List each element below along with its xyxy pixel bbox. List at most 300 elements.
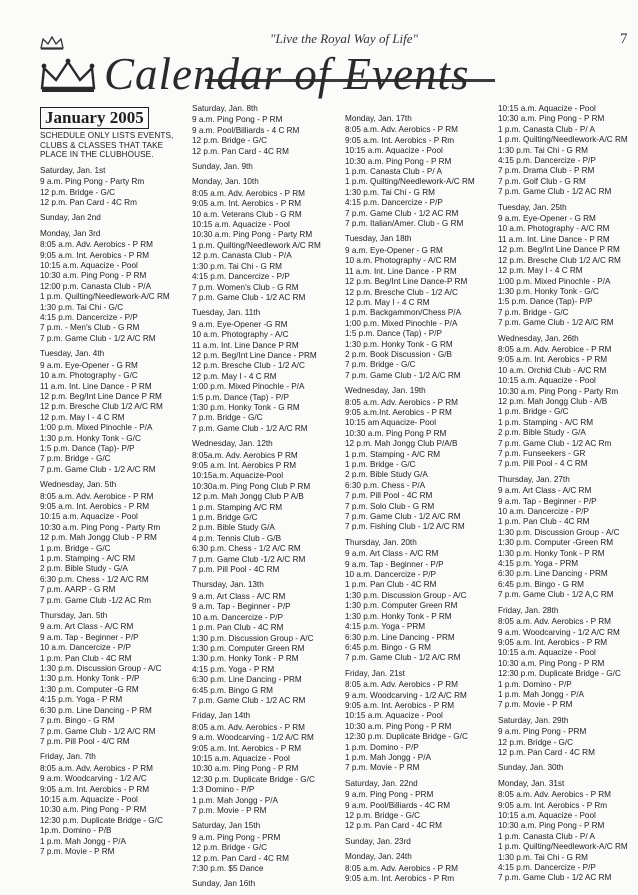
event-entry: 1 p.m. Canasta Club - P/ A <box>498 124 595 134</box>
day-block <box>192 580 321 706</box>
event-entry: 1 p.m. Quilting/Needlework-A/C RM <box>498 842 628 852</box>
event-entry: 1 p.m. Quilting/Needlework A/C RM <box>192 240 321 250</box>
day-block <box>498 763 628 773</box>
event-entry: 8:05 a.m. Adv. Aerobics - P RM <box>345 397 459 407</box>
event-entry: 7 p.m. Bridge - G/C <box>192 413 263 423</box>
event-entry: 1 p.m. Stamping A/C RM <box>192 502 283 512</box>
day-heading: Tuesday, Jan 18th <box>345 234 412 244</box>
event-entry: 8:05 a.m. Adv. Aerobics - P RM <box>345 680 459 690</box>
event-entry: 12 p.m. May I - 4 C RM <box>192 371 277 381</box>
event-entry: 9 a.m. Tap - Beginner - P/P <box>40 632 139 642</box>
day-heading: Friday, Jan. 21st <box>345 668 405 678</box>
event-entry: 7 p.m. Game Club - 1/2 A/C RM <box>345 512 461 522</box>
event-entry: 10 a.m. Photography - A/C RM <box>498 224 610 234</box>
event-entry: 10 a.m. Dancercize - P/P <box>40 643 132 653</box>
event-entry: 9 a.m. Eye-Opener -G RM <box>192 319 288 329</box>
event-entry: 1 p.m. Mah Jongg - P/A <box>40 836 127 846</box>
event-entry: 2 p.m. Bible Study - G/A <box>498 428 586 438</box>
day-heading: Saturday, Jan. 22nd <box>345 778 418 788</box>
event-entry: 1:30 p.m. Honky Tonk - G RM <box>192 402 300 412</box>
event-entry: 1:30 p.m. Honky Tonk - P RM <box>192 654 299 664</box>
event-entry: 7 p.m. Game Club - 1/2 AC RM <box>192 695 306 705</box>
day-heading: Monday, Jan. 31st <box>498 778 565 788</box>
event-entry: 12 p.m. Mah Jongg Club - A/B <box>498 396 608 406</box>
event-entry: 7 p.m. Pill Pool - 4 C RM <box>498 459 588 469</box>
event-entry: 8:05 a.m. Adv. Aerobics - P RM <box>345 125 459 135</box>
event-entry: 12 p.m. Bresche Club 1/2 A/C RM <box>40 402 163 412</box>
event-entry: 12 p.m. Bresche Club - 1/2 A/C <box>345 287 458 297</box>
event-entry: 9:05 a.m. Int. Aerobics - P RM <box>192 199 302 209</box>
event-entry: 12 p.m. Pan Card - 4C RM <box>192 146 289 156</box>
event-entry: 1 p.m. Pan Club - 4C RM <box>498 517 590 527</box>
event-entry: 10:30 a.m. Ping Pong - P RM <box>192 764 299 774</box>
event-entry: 9:05 a.m. Int. Aerobics - P RM <box>192 743 302 753</box>
day-block <box>40 480 173 606</box>
event-entry: 12:30 p.m. Duplicate Bridge - G/C <box>345 732 468 742</box>
day-heading: Sunday, Jan. 30th <box>498 763 564 773</box>
event-entry: 9:05 a.m. Int. Aerobics - P RM <box>40 250 150 260</box>
day-block <box>192 821 321 874</box>
event-entry: 7 p.m. Game Club - 1/2 AC RM <box>345 208 459 218</box>
event-entry: 1:30 p.m. Tai Chi - G RM <box>192 261 282 271</box>
event-entry: 1:30 p.m. Honky Tonk - P RM <box>498 548 605 558</box>
event-entry: 11 a.m. Int. Line Dance P RM <box>192 340 299 350</box>
event-entry: 1:5 p.m. Dance (Tap) - P/P <box>345 329 442 339</box>
event-entry: 6:45 p.m. Bingo G RM <box>192 685 273 695</box>
day-block <box>498 334 628 470</box>
event-entry: 1 p.m. Canasta Club - P/ A <box>345 167 442 177</box>
event-entry: 6:45 p.m. Bingo - G RM <box>345 642 432 652</box>
event-entry: 9 a.m. Woodcarving - 1/2 A/C RM <box>192 733 314 743</box>
event-entry: 7 p.m. Game Club - 1/2 A/C RM <box>345 653 461 663</box>
event-entry: 9:05 a.m. Int. Aerobics - P RM <box>40 784 150 794</box>
day-heading: Wednesday, Jan. 26th <box>498 333 579 343</box>
event-entry: 7 p.m. Drama Club - P RM <box>498 166 595 176</box>
day-block <box>498 606 628 711</box>
event-entry: 1 p.m. Mah Jongg - P/A <box>345 752 432 762</box>
event-entry: 10:15 a.m. Aquacize - Pool <box>345 146 443 156</box>
event-entry: 7 p.m. Game Club - 1/2 AC Rm <box>498 438 612 448</box>
event-entry: 7 p.m. Bingo - G RM <box>40 716 115 726</box>
event-entry: 2 p.m. Bible Study G/A <box>345 470 428 480</box>
event-entry: 8:05 a.m. Adv. Aerobics - P RM <box>498 617 612 627</box>
event-entry: 1 p.m. Pan Club - 4C RM <box>345 580 437 590</box>
motto: "Live the Royal Way of Life" <box>270 31 418 46</box>
event-entry: 9 a.m. Eye-Opener - G RM <box>498 214 596 224</box>
event-entry: 10 a.m. Dancercize - P/P <box>192 612 284 622</box>
event-entry: 2 p.m. Bible Study G/A <box>192 523 275 533</box>
day-heading: Saturday, Jan. 29th <box>498 715 569 725</box>
event-entry: 7 p.m. Bridge - G/C <box>40 454 111 464</box>
day-block <box>192 162 321 172</box>
event-entry: 12 p.m. Bridge - G/C <box>345 811 421 820</box>
day-heading: Saturday, Jan 15th <box>192 821 261 831</box>
event-entry: 11 a.m. Int. Line Dance - P RM <box>345 266 457 276</box>
event-entry: 12 p.m. Beg/Int Line Dance P RM <box>40 391 162 401</box>
day-block <box>498 779 628 884</box>
event-entry: 7 p.m. Funseekers - GR <box>498 449 586 458</box>
event-entry: 1 p.m. Quilting/Needlework-A/C RM <box>40 292 170 302</box>
event-entry: 12 p.m. Mah Jongg Club - P RM <box>40 533 157 543</box>
event-entry: 7 p.m. Game Club - 1/2 AC RM <box>192 292 306 302</box>
event-entry: 4:15 p.m. Yoga - P RM <box>192 664 275 674</box>
event-entry: 12 p.m. Mah Jongg Club P A/B <box>192 492 304 502</box>
event-entry: 10:15 a.m. Aquacize - Pool <box>40 794 138 804</box>
event-entry: 10:15 a.m. Aquacize - Pool <box>40 261 138 271</box>
event-entry: 12 p.m. Pan Card - 4C RM <box>498 747 595 757</box>
day-heading: Thursday, Jan. 20th <box>345 537 417 547</box>
event-entry: 9 a.m. Ping Pong - P RM <box>192 115 283 125</box>
event-entry: 10 a.m. Photography - A/C RM <box>345 256 457 266</box>
event-entry: 1:30 p.m. Honky Tonk - P RM <box>345 611 452 621</box>
event-entry: 10:30 a.m. Ping Pong - Party RM <box>192 230 313 240</box>
event-entry: 4:15 p.m. Dancercize - P/P <box>192 272 290 282</box>
event-entry: 7 p.m. Women's Club - G RM <box>192 282 299 292</box>
event-entry: 6:30 p.m. Line Dancing - P RM <box>40 705 152 715</box>
event-entry: 7 p.m. Game Club - 1/2 A/C RM <box>498 318 614 328</box>
event-entry: 7 p.m. Pill Pool - 4C RM <box>345 491 433 501</box>
event-entry: 9 a.m. Art Class - A/C RM <box>40 622 134 632</box>
event-entry: 1 p.m. Quilting/Needlework-A/C RM <box>498 135 628 145</box>
event-entry: 9:05 a.m. Int. Aerobics - P RM <box>40 501 150 511</box>
event-entry: 1:30 p.m. Discussion Group - A/C <box>192 633 314 643</box>
event-entry: 4:15 p.m. Dancercize - P/P <box>40 313 138 323</box>
event-entry: 10 a.m. Orchid Club - A/C RM <box>498 365 607 375</box>
event-entry: 12:00 p.m. Canasta Club - P/A <box>40 281 152 291</box>
event-entry: 7 p.m. Pill Pool - 4C RM <box>192 565 280 575</box>
event-entry: 4:15 p.m. Yoga - PRM <box>498 559 579 569</box>
event-entry: 9 a.m. Ping Pong - Party Rm <box>40 177 145 187</box>
event-entry: 1 p.m. Domino - P/P <box>498 679 572 689</box>
event-entry: 12:30 p.m. Duplicate Bridge - G/C <box>498 669 621 679</box>
event-entry: 9 a.m. Art Class - A/C RM <box>498 486 592 496</box>
event-entry: 10:30 a.m. Ping Pong P RM <box>345 428 447 438</box>
event-entry: 1 p.m. Canasta Club - P/ A <box>498 831 595 841</box>
event-entry: 8:05 a.m. Adv. Aerobics - P RM <box>192 722 306 732</box>
event-entry: 1:00 p.m. Mixed Pinochle - P/A <box>40 423 153 433</box>
event-entry: 1:30 p.m. Computer -Green RM <box>498 538 614 548</box>
event-entry: 10 a.m. Veterans Club - G RM <box>192 209 302 219</box>
event-entry: 12:30 p.m. Duplicate Bridge - G/C <box>40 815 163 825</box>
event-entry: 9:05 a.m. Int. Aerobics - P Rm <box>345 874 455 884</box>
event-entry: 12 p.m. Bridge - G/C <box>498 737 574 747</box>
day-block <box>40 752 173 857</box>
event-entry: 9 a.m. Art Class - A/C RM <box>345 549 439 559</box>
day-heading: Sunday, Jan. 9th <box>192 162 253 172</box>
event-entry: 1:30 p.m. Honky Tonk - P/P <box>40 674 140 684</box>
day-heading: Friday, Jan. 28th <box>498 605 559 615</box>
day-block <box>40 611 173 747</box>
schedule-note <box>40 131 173 160</box>
event-entry: 1 p.m. Bridge - G/C <box>345 460 416 469</box>
day-block <box>498 203 628 329</box>
event-entry: 9 a.m. Tap - Beginner - P/P <box>498 496 597 506</box>
event-entry: 9:05 a.m. Int. Aerobics - P Rm <box>345 135 455 145</box>
event-entry: 1 p.m. Domino - P/P <box>345 742 419 752</box>
event-entry: 10:30 a.m. Ping Pong - P RM <box>498 658 605 668</box>
event-entry: 4:15 p.m. Yoga - P RM <box>40 695 123 705</box>
event-entry: 1 p.m. Stamping - A/C RM <box>345 449 441 459</box>
event-entry: 10 a.m. Dancercize - P/P <box>498 507 590 517</box>
event-entry: 12 p.m. Beg/Int Line Dance-P RM <box>345 277 468 287</box>
event-entry: 8:05 a.m. Adv. Aerobics - P RM <box>192 188 306 198</box>
day-heading: Friday, Jan. 7th <box>40 752 96 762</box>
event-entry: 12 p.m. Bridge - G/C <box>192 843 268 853</box>
day-block <box>345 837 475 847</box>
event-entry: 4:15 p.m. Yoga - PRM <box>345 622 426 632</box>
event-entry: 6:30 p.m. Line Dancing - PRM <box>498 569 608 579</box>
event-entry: 9 a.m. Tap - Beginner - P/P <box>192 602 291 612</box>
event-entry: 1:5 p.m. Dance (Tap)- P/P <box>40 443 135 453</box>
event-entry: 10:15 a.m. Aquacize - Pool <box>498 104 596 113</box>
event-entry: 7 p.m. Game Club - 1/2 A/C RM <box>40 726 156 736</box>
event-entry: 1 p.m. Pan Club - 4C RM <box>192 623 284 633</box>
event-entry: 1 p.m. Backgammon/Chess P/A <box>345 308 462 318</box>
event-entry: 1p.m. Domino - P/B <box>40 826 112 836</box>
note-line: SCHEDULE ONLY LISTS EVENTS, <box>40 131 174 140</box>
event-entry: 1:30 p.m. Honky Tonk - G/C <box>40 433 141 443</box>
day-block <box>192 177 321 303</box>
event-entry: 7 p.m. Game Club - 1/2 A/C RM <box>40 333 156 343</box>
event-entry: 9 a.m. Pool/Billiards - 4C RM <box>345 800 451 810</box>
event-entry: 7 p.m. - Men's Club - G RM <box>40 323 140 333</box>
event-entry: 10 a.m. Dancercize - P/P <box>345 570 437 580</box>
event-entry: 7 p.m. Game Club - 1/2 A/C RM <box>345 370 461 380</box>
day-heading: Wednesday, Jan. 19th <box>345 386 426 396</box>
event-entry: 12 p.m. Beg/Int Line Dance P RM <box>498 245 620 255</box>
event-entry: 1 p.m. Stamping - A/C RM <box>498 417 594 427</box>
event-entry: 2 p.m. Book Discussion - G/B <box>345 349 452 359</box>
event-entry: 4:15 p.m. Dancercize - P/P <box>498 156 596 166</box>
event-entry: 7 p.m. Game Club -1/2 AC Rm <box>40 595 152 605</box>
event-entry: 9 a.m. Tap - Beginner - P/P <box>345 559 444 569</box>
day-heading: Monday, Jan. 17th <box>345 114 412 123</box>
day-heading: Sunday, Jan 2nd <box>40 213 101 223</box>
event-entry: 8:05 a.m. Adv. Aerobics - P RM <box>345 863 459 873</box>
event-entry: 7 p.m. Bridge - G/C <box>498 307 569 317</box>
day-block <box>40 229 173 344</box>
day-heading: Wednesday, Jan. 5th <box>40 480 117 490</box>
day-block <box>345 386 475 533</box>
day-block <box>40 213 173 223</box>
event-entry: 9 a.m. Art Class - A/C RM <box>192 591 286 601</box>
event-entry: 12 p.m. May I - 4 C RM <box>498 266 583 276</box>
event-entry: 12 p.m. Beg/Int Line Dance - PRM <box>192 350 317 360</box>
event-entry: 7 p.m. Movie - P RM <box>40 846 115 856</box>
event-entry: 10:30a.m. Ping Pong Club P RM <box>192 481 311 491</box>
event-entry: 7 p.m. Movie - P RM <box>345 763 420 773</box>
event-entry: 7 p.m. AARP - G RM <box>40 585 116 595</box>
event-entry: 9:05 a.m.Int. Aerobics - P RM <box>345 407 452 417</box>
day-heading: Monday, Jan. 10th <box>192 177 259 187</box>
event-entry: 8:05 a.m. Adv. Aerobics - P RM <box>40 240 154 250</box>
event-entry: 10:15 a.m. Aquacize - Pool <box>498 376 596 386</box>
day-block <box>498 475 628 601</box>
event-entry: 4 p.m. Tennis Club - G/B <box>192 533 282 543</box>
event-entry: 6:30 p.m. Chess - 1/2 A/C RM <box>192 544 301 554</box>
event-entry: 1:3 Domino - P/P <box>192 785 255 795</box>
day-heading: Tuesday, Jan. 25th <box>498 202 567 212</box>
event-entry: 8:05 a.m. Adv. Aerobice - P RM <box>498 344 612 354</box>
event-entry: 7 p.m. Pill Pool - 4/C RM <box>40 736 130 746</box>
event-entry: 12 p.m. May I - 4 C RM <box>40 412 125 422</box>
event-entry: 6:30 p.m. Line Dancing - PRM <box>345 632 455 642</box>
event-entry: 8:05a.m. Adv. Aerobics P RM <box>192 450 298 460</box>
event-entry: 6:45 p.m. Bingo - G RM <box>498 579 585 589</box>
note-line: CLUBS & CLASSES THAT TAKE <box>40 140 164 150</box>
event-entry: 12 p.m. Pan Card - 4C RM <box>345 821 442 831</box>
event-entry: 7 p.m. Game Club -1/2 A/C RM <box>192 554 306 564</box>
event-entry: 9 a.m. Ping Pong - PRM <box>192 832 281 842</box>
crown-logo-icon <box>38 58 98 94</box>
day-block <box>345 669 475 774</box>
event-entry: 9 a.m. Eye-Opener - G RM <box>345 245 443 255</box>
event-entry: 10:30 a.m. Ping Pong - Party Rm <box>498 386 619 396</box>
small-crown-icon <box>40 36 64 50</box>
day-block <box>40 349 173 475</box>
event-entry: 6:30 p.m. Chess - 1/2 A/C RM <box>40 574 149 584</box>
event-entry: 10:15 a.m. Aquacize - Pool <box>192 753 290 763</box>
day-block <box>192 104 321 157</box>
event-entry: 7 p.m. Game Club - 1/2 AC RM <box>498 187 612 197</box>
event-entry: 10:15 a.m. Aquacize - Pool <box>345 711 443 721</box>
event-entry: 1:5 p.m. Dance (Tap) - P/P <box>192 392 289 402</box>
event-entry: 7 p.m. Italian/Amer. Club - G RM <box>345 219 464 229</box>
event-entry: 12 p.m. Canasta Club - P/A <box>192 251 292 261</box>
event-entry: 12 p.m. Mah Jongg Club P/A/B <box>345 439 458 449</box>
event-entry: 12 p.m. Pan Card - 4C Rm <box>40 198 137 207</box>
day-heading: Wednesday, Jan. 12th <box>192 439 273 449</box>
event-entry: 7 p.m. Movie - P RM <box>192 806 267 815</box>
event-entry: 7 p.m. Game Club - 1/2 A/C RM <box>40 464 156 474</box>
day-block <box>345 234 475 381</box>
day-heading: Saturday, Jan. 1st <box>40 165 106 175</box>
day-heading: Thursday, Jan. 13th <box>192 580 264 590</box>
event-entry: 10:15 a.m. Aquacize - Pool <box>498 648 596 658</box>
event-entry: 1 p.m. Mah Jongg - P/A <box>498 689 585 699</box>
day-block <box>345 779 475 832</box>
event-entry: 7 p.m. Fishing Club - 1/2 A/C RM <box>345 522 465 532</box>
event-entry: 9 a.m. Ping Pong - PRM <box>345 790 434 800</box>
event-entry: 10:15 a.m. Aquacize - Pool <box>498 811 596 820</box>
event-entry: 1:30 p.m. Honky Tonk - G RM <box>345 339 453 349</box>
event-entry: 7:30 p.m. $5 Dance <box>192 864 264 874</box>
day-block <box>345 538 475 664</box>
day-heading: Thursday, Jan. 5th <box>40 611 108 621</box>
day-block <box>192 308 321 434</box>
event-entry: 7 p.m. Bridge - G/C <box>345 360 416 370</box>
event-entry: 6:30 p.m. Chess - P/A <box>345 480 426 490</box>
event-entry: 7 p.m. Game Club - 1/2 A/C RM <box>192 423 308 433</box>
event-entry: 1 p.m. Quilting/Needlework-A/C RM <box>345 177 475 187</box>
day-heading: Thursday, Jan. 27th <box>498 474 570 484</box>
day-block <box>192 711 321 816</box>
event-entry: 10:15 a.m. Aquacize - Pool <box>40 512 138 522</box>
day-heading: Tuesday, Jan. 4th <box>40 349 105 359</box>
event-entry: 1:30 p.m. Tai Chi - G/C <box>40 302 124 312</box>
event-entry: 1:5 p.m. Dance (Tap)- P/P <box>498 297 593 307</box>
event-entry: 12 p.m. Bresche Club 1/2 A/C RM <box>498 255 621 265</box>
event-entry: 12 p.m. Bridge - G/C <box>40 187 116 197</box>
event-entry: 1:30 p.m. Discussion Group - A/C <box>345 590 467 600</box>
event-entry: 1:00 p.m. Mixed Pinochle - P/A <box>498 276 611 286</box>
column-4 <box>498 104 628 889</box>
event-entry: 10:30 a.m. Ping Pong - P RM <box>345 721 452 731</box>
event-entry: 8:05 a.m. Adv. Aerobice - P RM <box>40 491 154 501</box>
event-entry: 12:30 p.m. Duplicate Bridge - G/C <box>192 774 315 784</box>
note-line: PLACE IN THE CLUBHOUSE. <box>40 150 154 160</box>
event-entry: 4:15 p.m. Dancercize - P/P <box>498 863 596 873</box>
event-entry: 1:00 p.m. Mixed Pinochle - P/A <box>192 382 305 392</box>
event-entry: 10:30 a.m. Ping Pong - P RM <box>40 805 147 815</box>
event-entry: 1 p.m. Bridge - G/C <box>498 407 569 417</box>
event-entry: 1:30 p.m. Computer Green RM <box>192 643 305 653</box>
event-entry: 10 a.m. Photography - A/C <box>192 330 289 340</box>
day-block <box>192 439 321 575</box>
event-entry: 9 a.m. Pool/Billiards - 4 C RM <box>192 125 300 135</box>
page-title: Calendar of Events <box>104 49 470 99</box>
event-entry: 9:05 a.m. Int. Aerobics P RM <box>192 461 297 470</box>
event-entry: 11 a.m. Int. Line Dance - P RM <box>40 381 152 391</box>
event-entry: 7 p.m. Movie - P RM <box>498 700 573 710</box>
event-entry: 10:15 am Aquacize- Pool <box>345 418 437 428</box>
event-entry: 7 p.m. Solo Club - G RM <box>345 501 435 511</box>
event-entry: 6:30 p.m. Line Dancing - PRM <box>192 675 302 685</box>
event-entry: 1 p.m. Bridge - G/C <box>40 543 111 553</box>
day-block <box>192 879 321 889</box>
day-block <box>40 166 173 209</box>
event-entry: 9 a.m. Woodcarving - 1/2 A/C RM <box>498 627 620 637</box>
day-block <box>498 716 628 759</box>
event-entry: 4:15 p.m. Dancercize - P/P <box>345 198 443 208</box>
event-entry: 1:30 p.m. Tai Chi - G RM <box>498 852 588 862</box>
event-entry: 10:30 a.m. Ping Pong - P RM <box>498 821 605 831</box>
day-heading: Saturday, Jan. 8th <box>192 104 258 113</box>
event-entry: 1:30 p.m. Computer Green RM <box>345 601 458 611</box>
day-heading: Sunday, Jan. 23rd <box>345 836 411 846</box>
event-entry: 10:15 a.m. Aquacize - Pool <box>192 220 290 230</box>
event-entry: 9 a.m. Woodcarving - 1/2 A/C <box>40 774 147 784</box>
event-entry: 9 a.m. Woodcarving - 1/2 A/C RM <box>345 690 467 700</box>
event-entry: 7 p.m. Golf Club - G RM <box>498 176 586 186</box>
event-entry: 10:30 a.m. Ping Pong - Party Rm <box>40 522 161 532</box>
event-entry: 9:05 a.m. Int. Aerobics - P RM <box>345 700 455 710</box>
month-heading: January 2005 <box>40 107 149 129</box>
column-1 <box>40 103 173 862</box>
event-entry: 12 p.m. Bridge - G/C <box>192 136 268 146</box>
column-3 <box>345 114 475 889</box>
event-entry: 12 p.m. May I - 4 C RM <box>345 297 430 307</box>
day-block <box>345 852 475 884</box>
event-entry: 9 a.m. Eye-Opener - G RM <box>40 360 138 370</box>
day-heading: Tuesday, Jan. 11th <box>192 308 261 318</box>
event-entry: 1:30 p.m. Discussion Group - A/C <box>498 527 620 537</box>
event-entry: 9:05 a.m. Int. Aerobics - P RM <box>498 355 608 365</box>
event-entry: 10:30 a.m. Ping Pong - P RM <box>40 271 147 281</box>
event-entry: 1:30 p.m. Tai Chi - G RM <box>345 187 435 197</box>
event-entry: 12 p.m. Bresche Club - 1/2 A/C <box>192 361 305 371</box>
event-entry: 1:30 p.m. Tai Chi - G RM <box>498 145 588 155</box>
event-entry: 10:15a.m. Aquacize-Pool <box>192 471 284 481</box>
event-entry: 1 p.m. Pan Club - 4C RM <box>40 653 132 663</box>
event-entry: 1 p.m. Mah Jongg - P/A <box>192 795 279 805</box>
event-entry: 10 a.m. Photography - G/C <box>40 371 138 381</box>
event-entry: 12 p.m. Pan Card - 4C RM <box>192 853 289 863</box>
event-entry: 9 a.m. Ping Pong - PRM <box>498 727 587 737</box>
day-heading: Monday, Jan. 24th <box>345 852 412 862</box>
event-entry: 9:05 a.m. Int. Aerobics - P Rm <box>498 800 608 810</box>
day-heading: Sunday, Jan 16th <box>192 879 256 889</box>
